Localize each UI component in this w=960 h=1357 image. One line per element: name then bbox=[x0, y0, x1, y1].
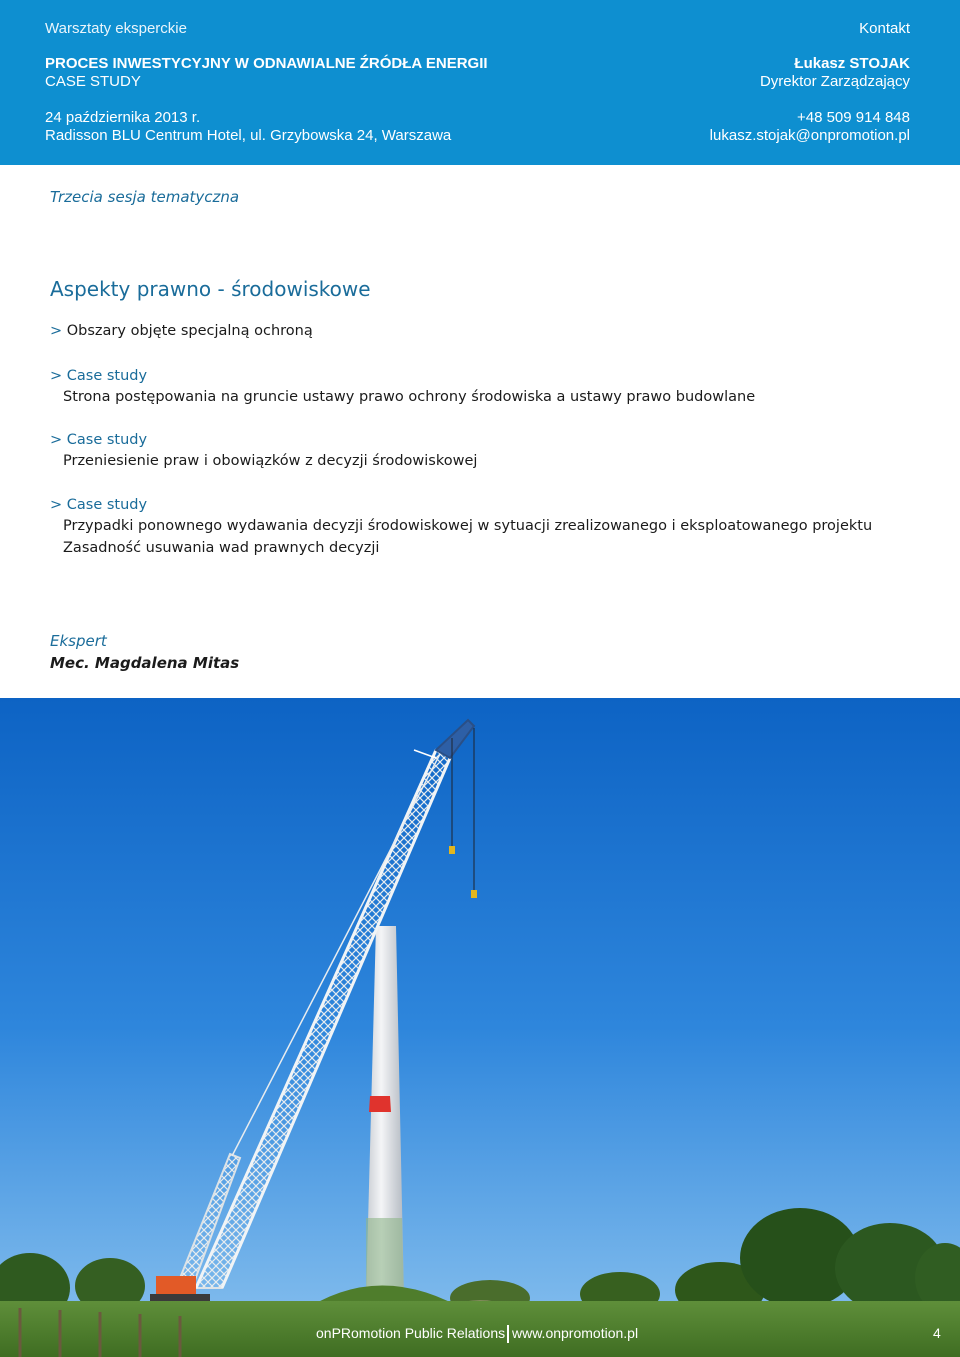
case-study-text: Przeniesienie praw i obowiązków z decyzji środowiskowej bbox=[63, 453, 478, 469]
contact-label: Kontakt bbox=[859, 20, 910, 37]
contact-name: Łukasz STOJAK bbox=[794, 55, 910, 72]
footer bbox=[0, 1325, 960, 1345]
crane-hook bbox=[449, 846, 455, 854]
case-study-label: > Case study bbox=[50, 368, 148, 384]
expert-label: Ekspert bbox=[50, 632, 107, 650]
case-study-label: > Case study bbox=[50, 432, 148, 448]
event-title: PROCES INWESTYCYJNY W ODNAWIALNE ŹRÓDŁA ENERGII bbox=[45, 55, 488, 72]
expert-name: Mec. Magdalena Mitas bbox=[50, 654, 240, 672]
agenda-item bbox=[50, 323, 313, 339]
tower-red-band bbox=[369, 1096, 391, 1112]
topic-heading: Aspekty prawno - środowiskowe bbox=[50, 277, 371, 301]
event-subtitle: CASE STUDY bbox=[45, 73, 141, 90]
crane-hook bbox=[471, 890, 477, 898]
event-venue: Radisson BLU Centrum Hotel, ul. Grzybowska 24, Warszawa bbox=[45, 127, 452, 144]
contact-phone: +48 509 914 848 bbox=[796, 109, 910, 126]
footer-divider bbox=[507, 1325, 509, 1343]
contact-role: Dyrektor Zarządzający bbox=[759, 73, 910, 90]
case-study-label: > Case study bbox=[50, 497, 148, 513]
footer-org: onPRomotion Public Relations bbox=[316, 1325, 506, 1341]
event-org: Warsztaty eksperckie bbox=[45, 20, 187, 37]
agenda-text: Obszary objęte specjalną ochroną bbox=[66, 323, 313, 339]
contact-email[interactable]: lukasz.stojak@onpromotion.pl bbox=[709, 127, 910, 144]
header-band bbox=[0, 0, 960, 165]
page-number: 4 bbox=[933, 1325, 941, 1341]
agenda-marker: > bbox=[50, 323, 67, 339]
crane-base bbox=[156, 1276, 196, 1296]
footer-website[interactable]: www.onpromotion.pl bbox=[512, 1325, 639, 1341]
session-heading: Trzecia sesja tematyczna bbox=[50, 188, 240, 206]
case-study-text: Zasadność usuwania wad prawnych decyzji bbox=[63, 540, 380, 556]
wind-turbine-photo bbox=[0, 698, 960, 1357]
crane-base bbox=[150, 1294, 210, 1302]
event-date: 24 października 2013 r. bbox=[45, 109, 201, 126]
case-study-text: Przypadki ponownego wydawania decyzji środowiskowej w sytuacji zrealizowanego i eksploatowanego projektu bbox=[63, 518, 873, 534]
case-study-text: Strona postępowania na gruncie ustawy prawo ochrony środowiska a ustawy prawo budowlane bbox=[63, 389, 756, 405]
